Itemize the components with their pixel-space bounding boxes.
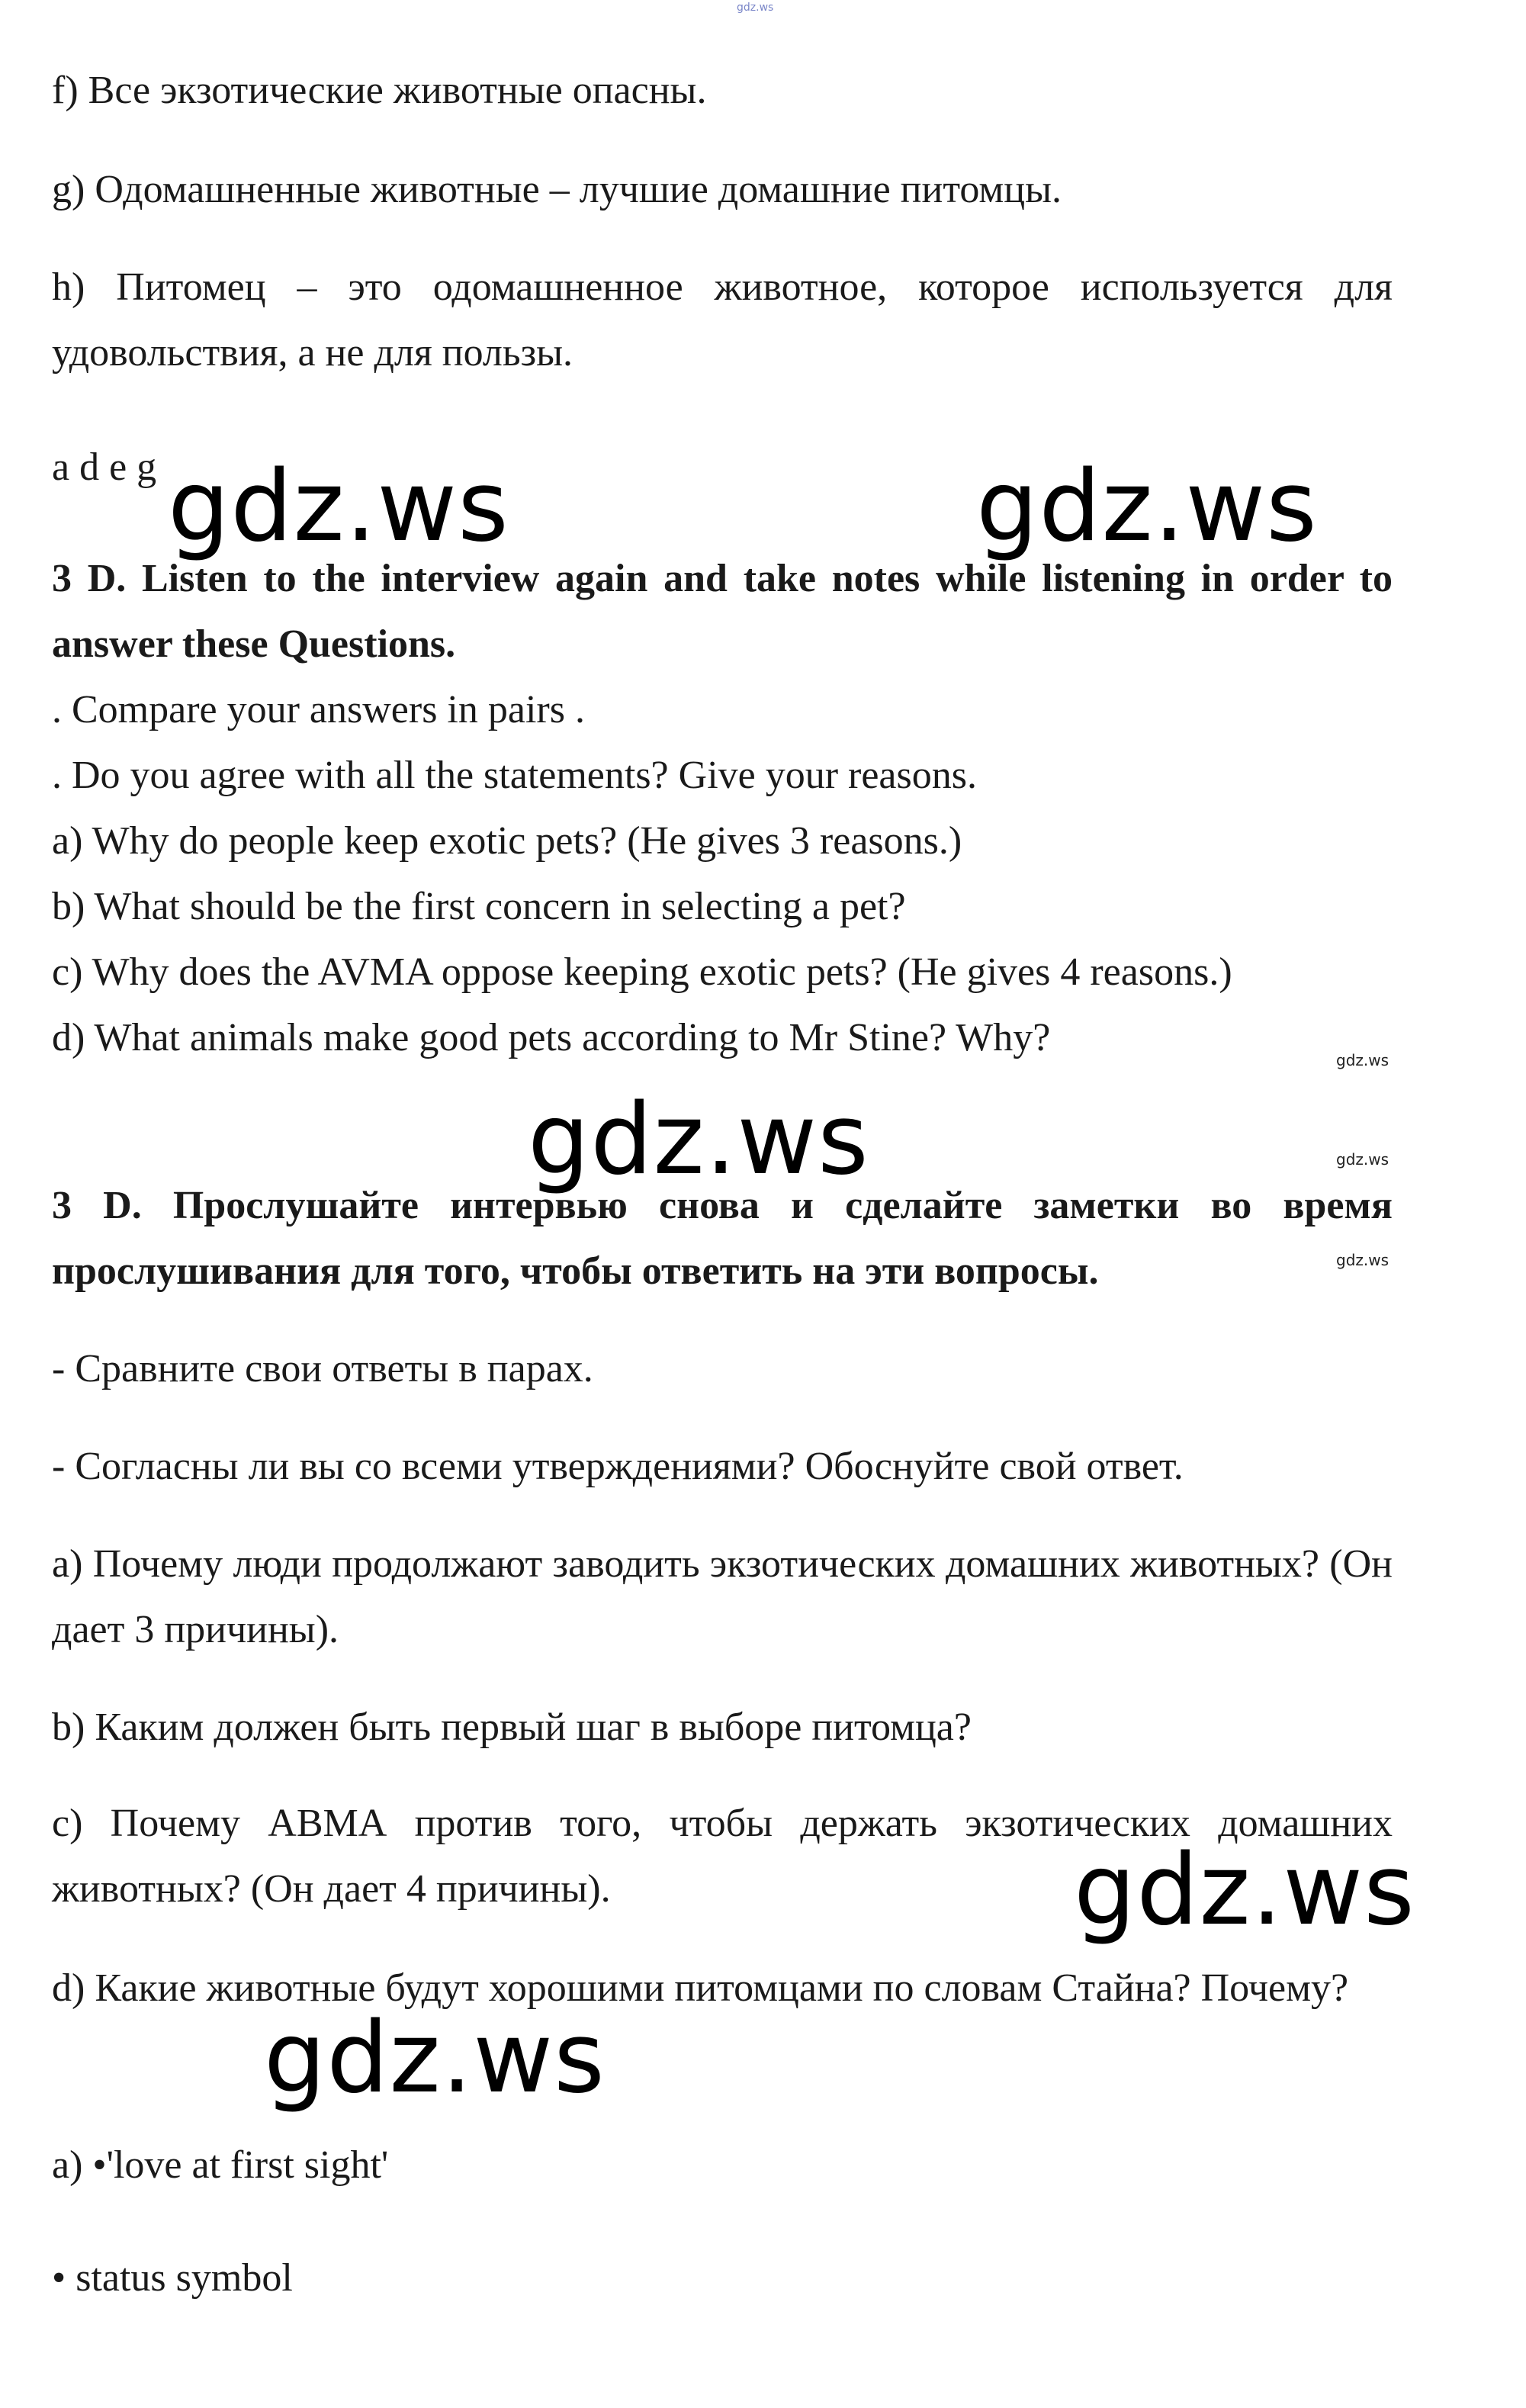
question-c-ru: c) Почему АВМА против того, чтобы держать экзотических домашних животных? (Он дает 4 причины). <box>52 1802 1393 1911</box>
question-a-ru: a) Почему люди продолжают заводить экзотических домашних животных? (Он дает 3 причины). <box>52 1542 1393 1651</box>
question-d-ru: d) Какие животные будут хорошими питомцами по словам Стайна? Почему? <box>52 1966 1349 2010</box>
question-d-en: d) What animals make good pets according to Mr Stine? Why? <box>52 1016 1051 1059</box>
watermark-logo: gdz.ws <box>528 1083 869 1197</box>
section-heading-ru: 3 D. Прослушайте интервью снова и сделайте заметки во время прослушивания для того, чтобы ответить на эти вопросы. <box>52 1184 1393 1293</box>
instruction-agree-en: . Do you agree with all the statements? Give your reasons. <box>52 754 977 797</box>
instruction-compare-ru: - Сравните свои ответы в парах. <box>52 1347 593 1390</box>
instruction-agree-ru: - Согласны ли вы со всеми утверждениями? Обоснуйте свой ответ. <box>52 1445 1184 1488</box>
answer-a: a) •'love at first sight' <box>52 2143 389 2187</box>
watermark-logo: gdz.ws <box>1074 1834 1415 1947</box>
question-c-en: c) Why does the AVMA oppose keeping exotic pets? (He gives 4 reasons.) <box>52 950 1232 994</box>
statement-h: h) Питомец – это одомашненное животное, которое используется для удовольствия, а не для пользы. <box>52 265 1393 375</box>
watermark-logo: gdz.ws <box>264 2001 606 2115</box>
watermark-logo: gdz.ws <box>168 450 509 564</box>
statement-f: f) Все экзотические животные опасны. <box>52 69 707 112</box>
small-watermark: gdz.ws <box>1336 1251 1389 1269</box>
section-heading-en: 3 D. Listen to the interview again and take notes while listening in order to answer these Questions. <box>52 557 1393 666</box>
question-b-en: b) What should be the first concern in selecting a pet? <box>52 885 906 928</box>
small-watermark: gdz.ws <box>1336 1150 1389 1169</box>
watermark-logo: gdz.ws <box>976 450 1318 564</box>
question-b-ru: b) Каким должен быть первый шаг в выборе питомца? <box>52 1706 972 1749</box>
statement-g: g) Одомашненные животные – лучшие домашние питомцы. <box>52 168 1062 211</box>
answer-letters: a d e g <box>52 445 157 489</box>
top-watermark: gdz.ws <box>737 2 774 14</box>
question-a-en: a) Why do people keep exotic pets? (He gives 3 reasons.) <box>52 819 962 863</box>
instruction-compare-en: . Compare your answers in pairs . <box>52 688 585 731</box>
answer-status-symbol: • status symbol <box>52 2256 293 2300</box>
small-watermark: gdz.ws <box>1336 1051 1389 1069</box>
